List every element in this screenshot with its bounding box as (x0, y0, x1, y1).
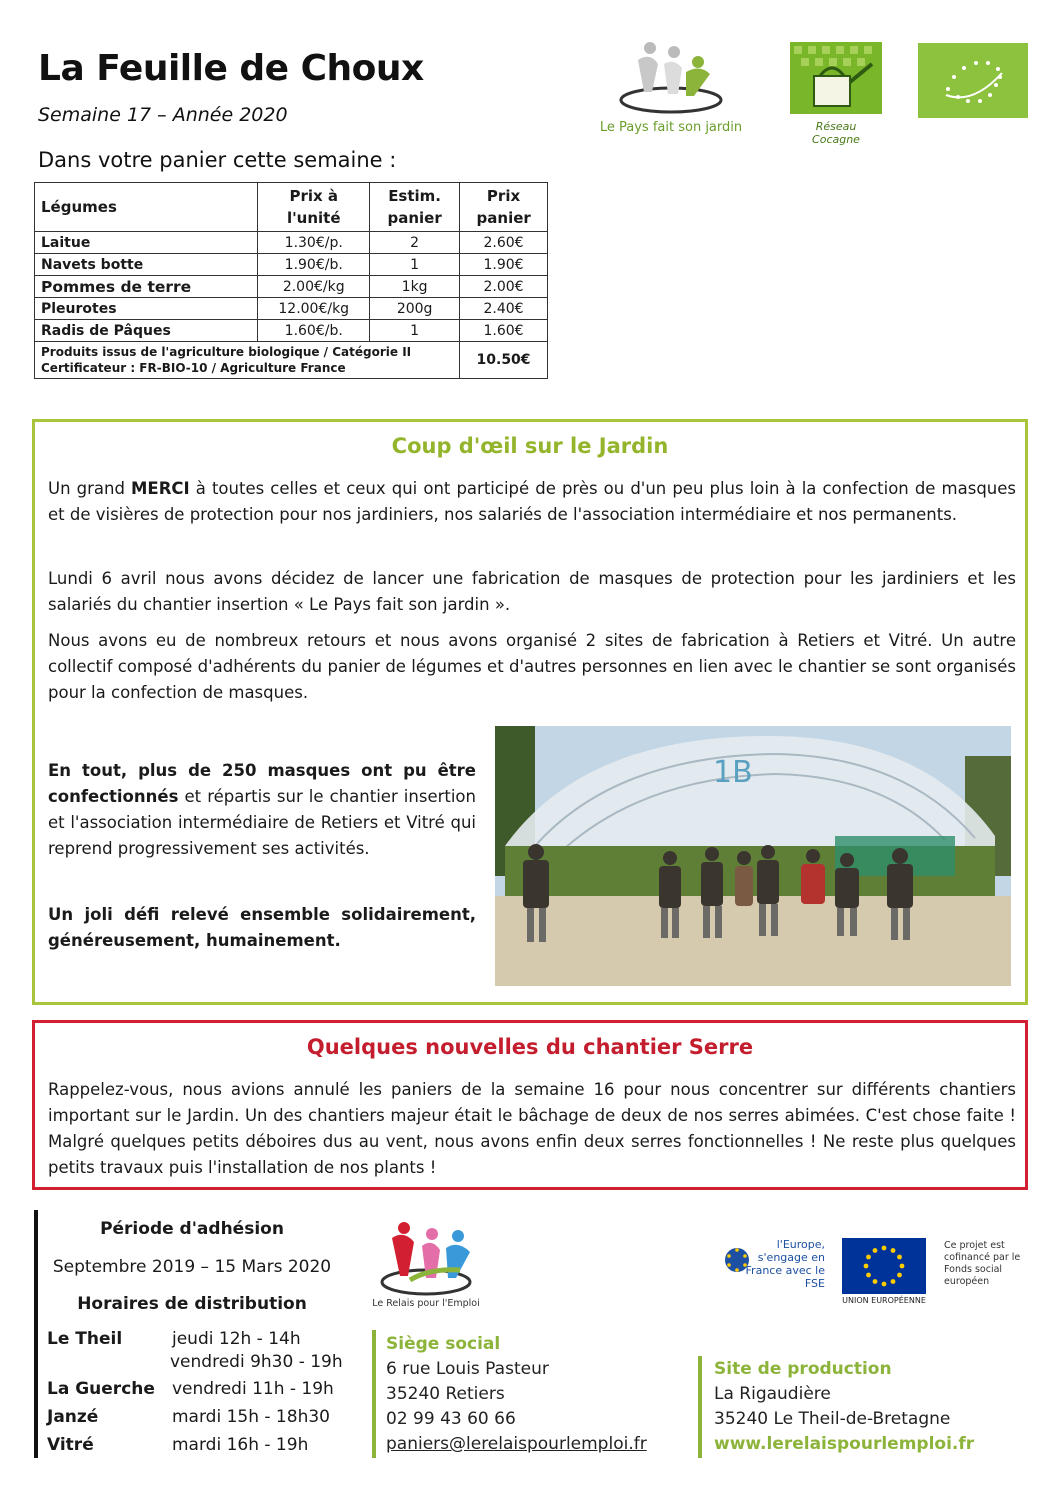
table-footer-row (35, 342, 548, 379)
quantity: 2 (370, 232, 460, 254)
table-row (35, 276, 548, 298)
adhesion-title: Période d'adhésion (100, 1219, 284, 1239)
europe-engage-text: l'Europe, s'engage en France avec le FSE (745, 1238, 825, 1290)
col-header-vegetables: Légumes (35, 183, 258, 232)
jardin-paragraph-4: En tout, plus de 250 masques ont pu être confectionnés et répartis sur le chantier insertion et l'association intermédiaire de Retiers et Vitré qui reprend progressivement ses activités. (48, 761, 476, 858)
siege-phone: 02 99 43 60 66 (386, 1409, 516, 1429)
jardin-paragraph-3: Nous avons eu de nombreux retours et nous avons organisé 2 sites de fabrication à Retiers et Vitré. Un autre collectif composé d'adhérents du panier de légumes et d'autres personnes en lien avec le chantier se sont organisés pour la confection de masques. (48, 631, 1016, 702)
eu-caption: UNION EUROPÉENNE (842, 1296, 926, 1305)
serre-section (32, 1020, 1028, 1190)
quantity: 1 (370, 254, 460, 276)
schedule-time: jeudi 12h - 14h (172, 1329, 301, 1349)
schedule-town: Le Theil (47, 1329, 123, 1349)
site-name: La Rigaudière (714, 1384, 831, 1404)
newsletter-title: La Feuille de Choux (38, 48, 424, 89)
schedule-time: vendredi 11h - 19h (172, 1379, 334, 1399)
quantity: 1kg (370, 276, 460, 298)
watering-can-icon (790, 42, 882, 114)
serre-title: Quelques nouvelles du chantier Serre (306, 1035, 754, 1059)
logo-europe-engage (705, 1236, 827, 1296)
jardin-title: Coup d'œil sur le Jardin (391, 434, 669, 458)
unit-price: 1.30€/p. (258, 232, 370, 254)
col-header-estimate: Estim. panier (370, 183, 460, 232)
logo-pays-fait-son-jardin (586, 38, 756, 140)
relais-logo-caption: Le Relais pour l'Emploi (372, 1298, 480, 1309)
horaires-title: Horaires de distribution (77, 1294, 307, 1314)
col-header-basket-price: Prix panier (460, 183, 548, 232)
certification-note: Produits issus de l'agriculture biologique / Catégorie II Certificateur : FR-BIO-10 / Agriculture France (35, 342, 460, 379)
website-link[interactable]: www.lerelaispourlemploi.fr (714, 1434, 975, 1454)
schedule-time: mardi 16h - 19h (172, 1435, 309, 1455)
col-header-unit-price: Prix à l'unité (258, 183, 370, 232)
serre-paragraph: Rappelez-vous, nous avions annulé les paniers de la semaine 16 pour nous concentrer sur différents chantiers important sur le Jardin. Un des chantiers majeur était le bâchage de deux de nos serres abimées. C'est chose faite ! Malgré quelques petits déboires dus au vent, nous avons enfin deux serres fonctionnelles ! Ne reste plus quelques petits travaux puis l'installation de nos plants ! (48, 1080, 1016, 1177)
relais-people-icon (370, 1220, 482, 1302)
site-city: 35240 Le Theil-de-Bretagne (714, 1409, 951, 1429)
basket-price: 2.40€ (460, 298, 548, 320)
table-row (35, 320, 548, 342)
adhesion-dates: Septembre 2019 – 15 Mars 2020 (52, 1257, 332, 1277)
logo-reseau-cocagne (790, 42, 882, 146)
unit-price: 1.90€/b. (258, 254, 370, 276)
fse-cofinance-note: Ce projet est cofinancé par le Fonds social européen (944, 1240, 1021, 1287)
schedule-town: La Guerche (47, 1379, 155, 1399)
site-green-bar (698, 1356, 702, 1458)
table-row (35, 254, 548, 276)
siege-title: Siège social (386, 1334, 501, 1354)
basket-price: 2.00€ (460, 276, 548, 298)
eu-flag-icon (842, 1238, 926, 1294)
jardin-paragraph-1: Un grand MERCI à toutes celles et ceux qui ont participé de près ou d'un peu plus loin à la confection de masques et de visières de protection pour nos jardiniers, nos salariés de l'association intermédiaire et nos permanents. (48, 479, 1016, 524)
cocagne-logo-caption: Réseau Cocagne (812, 120, 860, 146)
site-title: Site de production (714, 1359, 892, 1379)
vegetable-name: Pleurotes (35, 298, 258, 320)
basket-price-table (34, 182, 548, 379)
basket-price: 1.60€ (460, 320, 548, 342)
schedule-time: mardi 15h - 18h30 (172, 1407, 330, 1427)
footer-left-bar (34, 1210, 38, 1458)
vegetable-name: Navets botte (35, 254, 258, 276)
vegetable-name: Pommes de terre (35, 276, 258, 298)
logo-relais-pour-emploi (370, 1220, 482, 1320)
basket-price: 2.60€ (460, 232, 548, 254)
unit-price: 2.00€/kg (258, 276, 370, 298)
table-header-row (35, 183, 548, 232)
table-row (35, 232, 548, 254)
table-row (35, 298, 548, 320)
pays-logo-caption: Le Pays fait son jardin (599, 120, 743, 135)
week-subtitle: Semaine 17 – Année 2020 (38, 104, 288, 126)
siege-green-bar (372, 1330, 376, 1458)
organic-leaf-icon (918, 43, 1028, 118)
eu-organic-leaf-logo (918, 43, 1028, 118)
jardin-section (32, 419, 1028, 1005)
vegetable-name: Laitue (35, 232, 258, 254)
basket-heading: Dans votre panier cette semaine : (38, 148, 397, 172)
quantity: 200g (370, 298, 460, 320)
jardin-paragraph-5: Un joli défi relevé ensemble solidairement, généreusement, humainement. (48, 905, 476, 950)
siege-address: 6 rue Louis Pasteur (386, 1359, 549, 1379)
people-logo-icon (586, 38, 756, 118)
basket-price: 1.90€ (460, 254, 548, 276)
schedule-time: vendredi 9h30 - 19h (170, 1352, 343, 1372)
quantity: 1 (370, 320, 460, 342)
schedule-town: Vitré (47, 1435, 94, 1455)
siege-city: 35240 Retiers (386, 1384, 505, 1404)
greenhouse-team-photo (495, 726, 1011, 986)
vegetable-name: Radis de Pâques (35, 320, 258, 342)
unit-price: 12.00€/kg (258, 298, 370, 320)
schedule-town: Janzé (47, 1407, 99, 1427)
siege-email-link[interactable]: paniers@lerelaispourlemploi.fr (386, 1434, 647, 1454)
logo-union-europeenne (842, 1238, 926, 1308)
jardin-paragraph-2: Lundi 6 avril nous avons décidez de lancer une fabrication de masques de protection pour les jardiniers et les salariés du chantier insertion « Le Pays fait son jardin ». (48, 569, 1016, 614)
basket-total: 10.50€ (460, 342, 548, 379)
photo-label-1b: 1B (713, 755, 753, 790)
unit-price: 1.60€/b. (258, 320, 370, 342)
